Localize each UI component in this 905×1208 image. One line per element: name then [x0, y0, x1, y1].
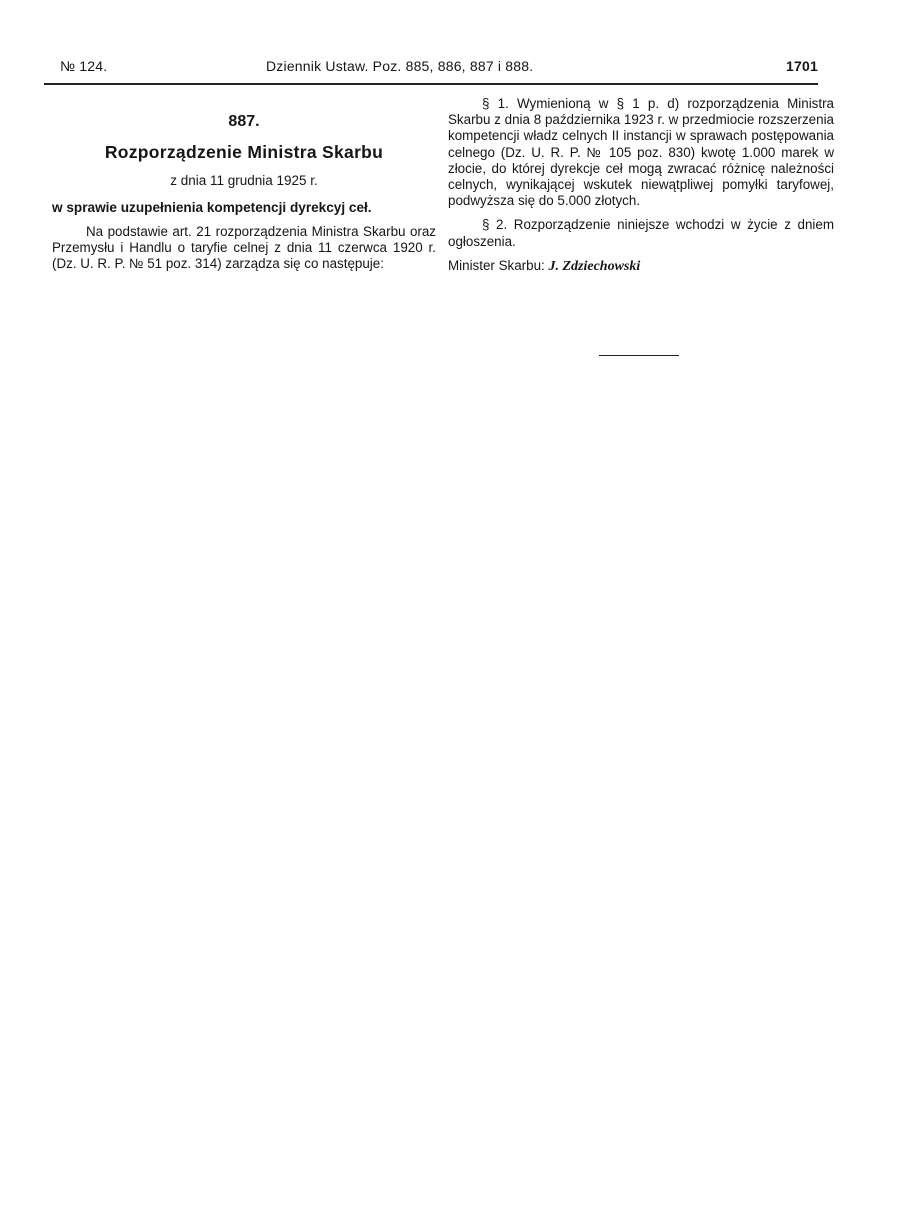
- closing-rule: [599, 355, 679, 356]
- signature-label: Minister Skarbu:: [448, 257, 545, 273]
- act-date: z dnia 11 grudnia 1925 r.: [170, 173, 318, 189]
- section-1-paragraph: § 1. Wymienioną w § 1 p. d) rozporządzenia Ministra Skarbu z dnia 8 października 1923 r. w przedmiocie rozszerzenia kompetencji władz celnych II instancji w sprawach postępowania celnego (Dz. U. R. P. № 105 poz. 830) kwotę 1.000 marek w złocie, do której dyrekcje ceł mogą zwracać różnicę należności celnych, wynikającej wskutek niewątpliwej pomyłki taryfowej, podwyższa się do 5.000 złotych.: [448, 96, 834, 209]
- page-number: 1701: [786, 58, 818, 74]
- section-2-paragraph: § 2. Rozporządzenie niniejsze wchodzi w życie z dniem ogłoszenia.: [448, 217, 834, 249]
- issue-number: № 124.: [60, 58, 108, 74]
- signature-line: [448, 258, 834, 275]
- preamble-paragraph: Na podstawie art. 21 rozporządzenia Ministra Skarbu oraz Przemysłu i Handlu o taryfie celnej z dnia 11 czerwca 1920 r. (Dz. U. R. P. № 51 poz. 314) zarządza się co następuje:: [52, 223, 436, 272]
- signature-name: J. Zdziechowski: [548, 258, 641, 274]
- left-column: [52, 114, 436, 280]
- page-header: [44, 58, 818, 80]
- right-column: [448, 96, 834, 275]
- journal-title: Dziennik Ustaw. Poz. 885, 886, 887 i 888.: [266, 58, 534, 74]
- act-title: Rozporządzenie Ministra Skarbu: [104, 142, 384, 163]
- act-subject: w sprawie uzupełnienia kompetencji dyrekcyj ceł.: [52, 199, 372, 215]
- position-number: 887.: [228, 113, 260, 130]
- header-rule: [44, 83, 818, 85]
